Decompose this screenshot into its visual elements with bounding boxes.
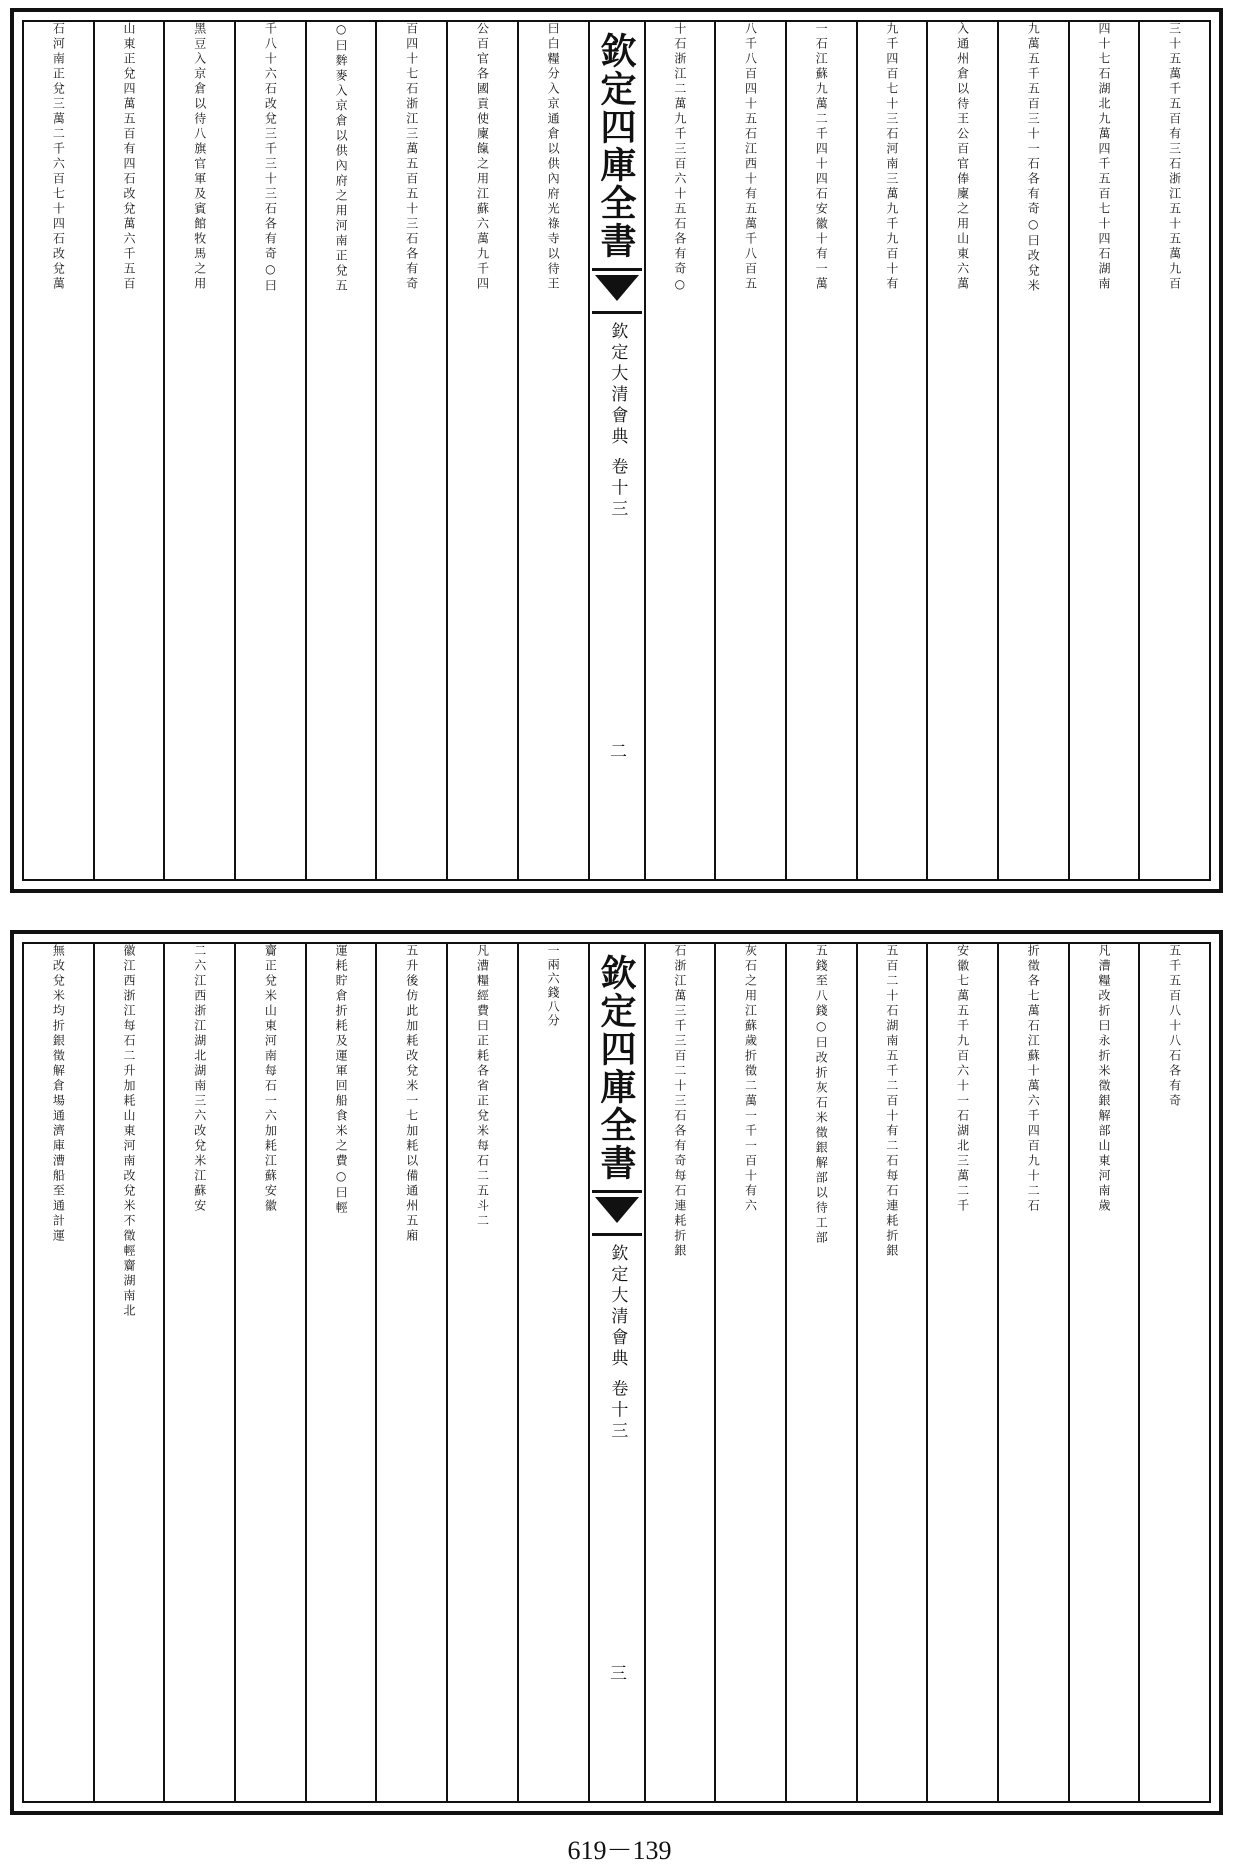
text-column xyxy=(644,22,715,879)
text-column xyxy=(375,944,446,1801)
column-text: 凡漕糧改折曰永折米徵銀解部山東河南歲 xyxy=(1096,944,1111,1214)
text-column xyxy=(305,944,376,1801)
text-column xyxy=(446,944,517,1801)
column-text: 百四十七石浙江三萬五百五十三石各有奇 xyxy=(404,22,419,292)
bottom-page-columns xyxy=(24,944,1209,1801)
column-text: 五錢至八錢○曰改折灰石米徵銀解部以待工部 xyxy=(814,944,829,1246)
column-text: 曰白糧分入京通倉以供內府光祿寺以待王 xyxy=(546,22,561,292)
column-text: 凡漕糧經費曰正耗各省正兌米每石二五斗二 xyxy=(475,944,490,1229)
column-text: 徽江西浙江每石二升加耗山東河南改兌米不徵輕齎湖南北 xyxy=(122,944,137,1319)
text-column xyxy=(997,944,1068,1801)
text-column xyxy=(1138,944,1209,1801)
text-column xyxy=(856,944,927,1801)
column-text: 五千五百八十八石各有奇 xyxy=(1167,944,1182,1109)
column-text: 九萬五千五百三十一石各有奇○曰改兌米 xyxy=(1026,22,1041,294)
column-text: 三十五萬千五百有三石浙江五十五萬九百 xyxy=(1167,22,1182,292)
top-page-frame xyxy=(22,20,1211,881)
text-column xyxy=(305,22,376,879)
text-column xyxy=(785,22,856,879)
text-column xyxy=(517,944,588,1801)
text-column xyxy=(24,22,93,879)
column-text: 山東正兌四萬五百有四石改兌萬六千五百 xyxy=(122,22,137,292)
text-column xyxy=(163,944,234,1801)
book-title: 欽定四庫全書 xyxy=(595,954,637,1182)
text-column xyxy=(446,22,517,879)
column-text: 無改兌米均折銀徵解倉場通濟庫漕船至通計運 xyxy=(51,944,66,1244)
bottom-page xyxy=(10,930,1223,1815)
column-text: 一兩六錢八分 xyxy=(546,944,561,1028)
text-column xyxy=(926,944,997,1801)
page-number: 二 xyxy=(606,742,626,759)
top-page xyxy=(10,8,1223,893)
center-gutter xyxy=(588,22,644,879)
column-text: 齎正兌米山東河南每石一六加耗江蘇安徽 xyxy=(263,944,278,1214)
text-column xyxy=(856,22,927,879)
catalog-number: 619－139 xyxy=(567,1836,672,1865)
text-column xyxy=(375,22,446,879)
column-text: 八千八百四十五石江西十有五萬千八百五 xyxy=(743,22,758,292)
column-text: 灰石之用江蘇歲折徵二萬一千一百十有六 xyxy=(743,944,758,1214)
text-column xyxy=(93,22,164,879)
fish-tail-ornament-icon xyxy=(592,1190,642,1236)
column-text: 二六江西浙江湖北湖南三六改兌米江蘇安 xyxy=(192,944,207,1214)
column-text: 公百官各國貢使廩餼之用江蘇六萬九千四 xyxy=(475,22,490,292)
text-column xyxy=(714,944,785,1801)
text-column xyxy=(234,944,305,1801)
text-column xyxy=(1068,944,1139,1801)
page-number: 三 xyxy=(606,1664,626,1681)
column-text: 十石浙江二萬九千三百六十五石各有奇○ xyxy=(672,22,687,294)
volume-label: 欽定大清會典 卷十三 xyxy=(607,1244,628,1443)
text-column xyxy=(714,22,785,879)
text-column xyxy=(24,944,93,1801)
text-column xyxy=(644,944,715,1801)
column-text: 五升後仿此加耗改兌米一七加耗以備通州五廂 xyxy=(404,944,419,1244)
column-text: 石浙江萬三千三百二十三石各有奇每石連耗折銀 xyxy=(672,944,687,1259)
text-column xyxy=(1138,22,1209,879)
column-text: 千八十六石改兌三千三十三石各有奇○曰 xyxy=(263,22,278,294)
volume-label: 欽定大清會典 卷十三 xyxy=(607,322,628,521)
column-text: 九千四百七十三石河南三萬九千九百十有 xyxy=(884,22,899,292)
text-column xyxy=(517,22,588,879)
column-text: 入通州倉以待王公百官俸廩之用山東六萬 xyxy=(955,22,970,292)
column-text: ○曰麰麥入京倉以供內府之用河南正兌五 xyxy=(334,22,349,294)
column-text: 運耗貯倉折耗及運軍回船食米之費○曰輕 xyxy=(334,944,349,1216)
bottom-page-frame xyxy=(22,942,1211,1803)
column-text: 一石江蘇九萬二千四十四石安徽十有一萬 xyxy=(814,22,829,292)
text-column xyxy=(93,944,164,1801)
column-text: 黑豆入京倉以待八旗官軍及賓館牧馬之用 xyxy=(192,22,207,292)
text-column xyxy=(997,22,1068,879)
column-text: 折徵各七萬石江蘇十萬六千四百九十二石 xyxy=(1026,944,1041,1214)
center-gutter xyxy=(588,944,644,1801)
column-text: 安徽七萬五千九百六十一石湖北三萬二千 xyxy=(955,944,970,1214)
column-text: 四十七石湖北九萬四千五百七十四石湖南 xyxy=(1096,22,1111,292)
text-column xyxy=(234,22,305,879)
column-text: 石河南正兌三萬二千六百七十四石改兌萬 xyxy=(51,22,66,292)
text-column xyxy=(163,22,234,879)
text-column xyxy=(1068,22,1139,879)
text-column xyxy=(785,944,856,1801)
text-column xyxy=(926,22,997,879)
column-text: 五百二十石湖南五千二百十有二石每石連耗折銀 xyxy=(884,944,899,1259)
book-title: 欽定四庫全書 xyxy=(595,32,637,260)
fish-tail-ornament-icon xyxy=(592,268,642,314)
top-page-columns xyxy=(24,22,1209,879)
